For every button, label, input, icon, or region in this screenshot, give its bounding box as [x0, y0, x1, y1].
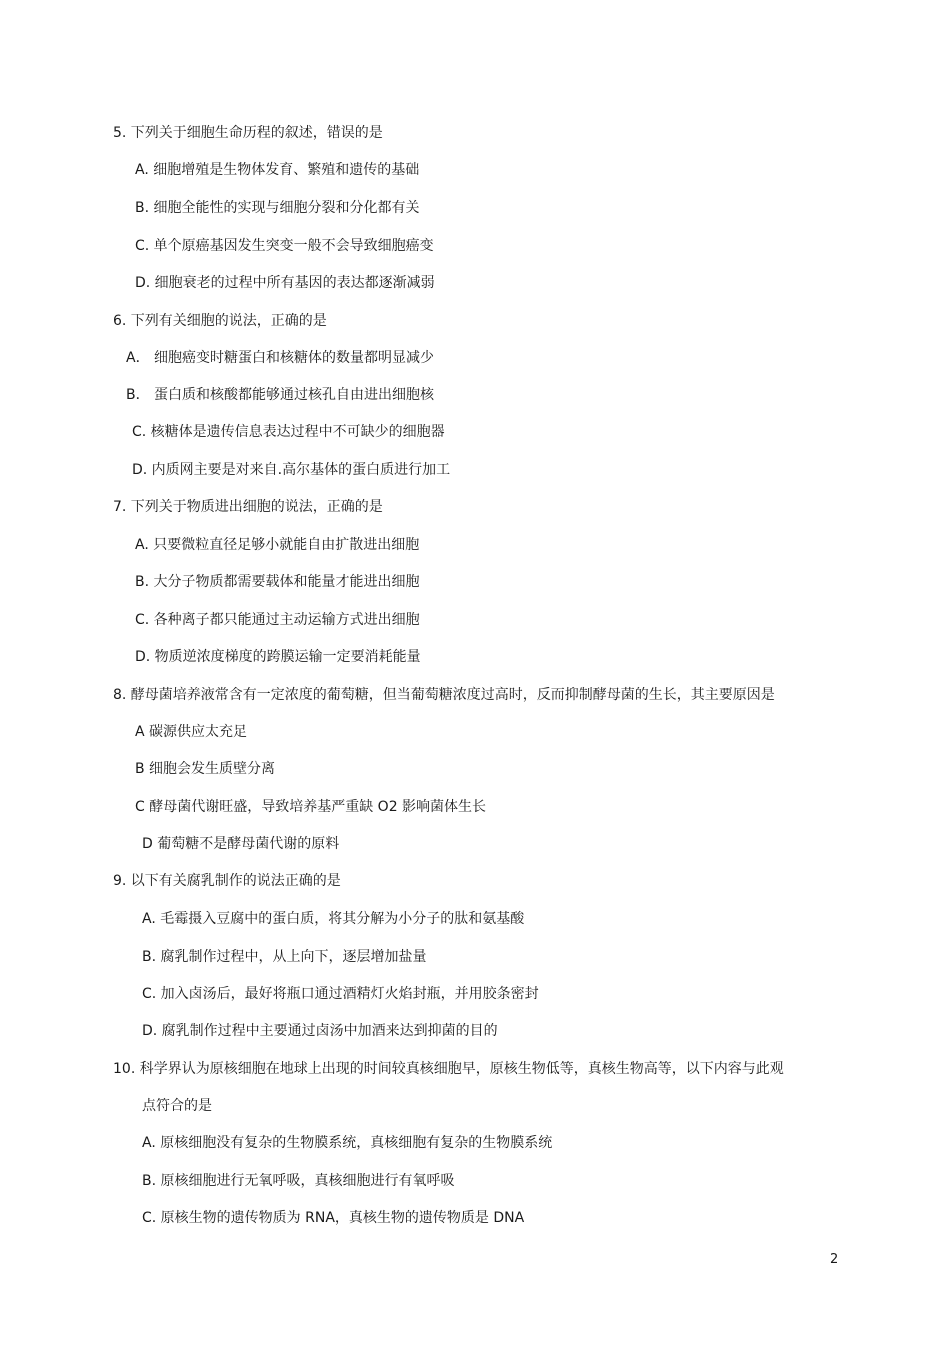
question-9-option-b: B. 腐乳制作过程中，从上向下，逐层增加盐量	[142, 949, 427, 965]
question-10-option-b: B. 原核细胞进行无氧呼吸，真核细胞进行有氧呼吸	[142, 1173, 455, 1189]
question-8-option-c: C 酵母菌代谢旺盛，导致培养基严重缺 O2 影响菌体生长	[135, 799, 487, 815]
question-8-option-d: D 葡萄糖不是酵母菌代谢的原料	[142, 836, 340, 852]
question-8-option-b: B 细胞会发生质壁分离	[135, 761, 276, 777]
question-5-option-d: D. 细胞衰老的过程中所有基因的表达都逐渐减弱	[135, 275, 435, 291]
question-5-option-c: C. 单个原癌基因发生突变一般不会导致细胞癌变	[135, 238, 434, 254]
question-9-option-a: A. 毛霉摄入豆腐中的蛋白质，将其分解为小分子的肽和氨基酸	[142, 911, 525, 927]
question-9-stem: 9. 以下有关腐乳制作的说法正确的是	[113, 873, 341, 889]
question-6-option-b: B． 蛋白质和核酸都能够通过核孔自由进出细胞核	[126, 387, 435, 403]
question-5-option-b: B. 细胞全能性的实现与细胞分裂和分化都有关	[135, 200, 420, 216]
question-5-option-a: A. 细胞增殖是生物体发育、繁殖和遗传的基础	[135, 162, 420, 178]
question-7-option-b: B. 大分子物质都需要载体和能量才能进出细胞	[135, 574, 420, 590]
question-6-stem: 6. 下列有关细胞的说法，正确的是	[113, 313, 327, 329]
question-7-option-d: D. 物质逆浓度梯度的跨膜运输一定要消耗能量	[135, 649, 421, 665]
question-10-option-a: A. 原核细胞没有复杂的生物膜系统，真核细胞有复杂的生物膜系统	[142, 1135, 553, 1151]
question-9-option-c: C. 加入卤汤后，最好将瓶口通过酒精灯火焰封瓶，并用胶条密封	[142, 986, 539, 1002]
question-6-option-d: D. 内质网主要是对来自.高尔基体的蛋白质进行加工	[132, 462, 451, 478]
question-8-option-a: A 碳源供应太充足	[135, 724, 248, 740]
question-10-option-c: C. 原核生物的遗传物质为 RNA，真核生物的遗传物质是 DNA	[142, 1210, 525, 1226]
question-6-option-c: C. 核糖体是遗传信息表达过程中不可缺少的细胞器	[132, 424, 445, 440]
question-7-stem: 7. 下列关于物质进出细胞的说法，正确的是	[113, 499, 383, 515]
question-5-stem: 5. 下列关于细胞生命历程的叙述，错误的是	[113, 125, 383, 141]
question-10-stem-continued: 点符合的是	[142, 1098, 212, 1114]
question-6-option-a: A． 细胞癌变时糖蛋白和核糖体的数量都明显减少	[126, 350, 435, 366]
question-7-option-a: A. 只要微粒直径足够小就能自由扩散进出细胞	[135, 537, 420, 553]
question-7-option-c: C. 各种离子都只能通过主动运输方式进出细胞	[135, 612, 420, 628]
page-number: 2	[830, 1252, 839, 1267]
question-8-stem: 8. 酵母菌培养液常含有一定浓度的葡萄糖，但当葡萄糖浓度过高时，反而抑制酵母菌的生长，其主要原因是	[113, 687, 775, 703]
question-10-stem: 10. 科学界认为原核细胞在地球上出现的时间较真核细胞早，原核生物低等，真核生物高等，以下内容与此观	[113, 1061, 784, 1077]
question-9-option-d: D. 腐乳制作过程中主要通过卤汤中加酒来达到抑菌的目的	[142, 1023, 498, 1039]
